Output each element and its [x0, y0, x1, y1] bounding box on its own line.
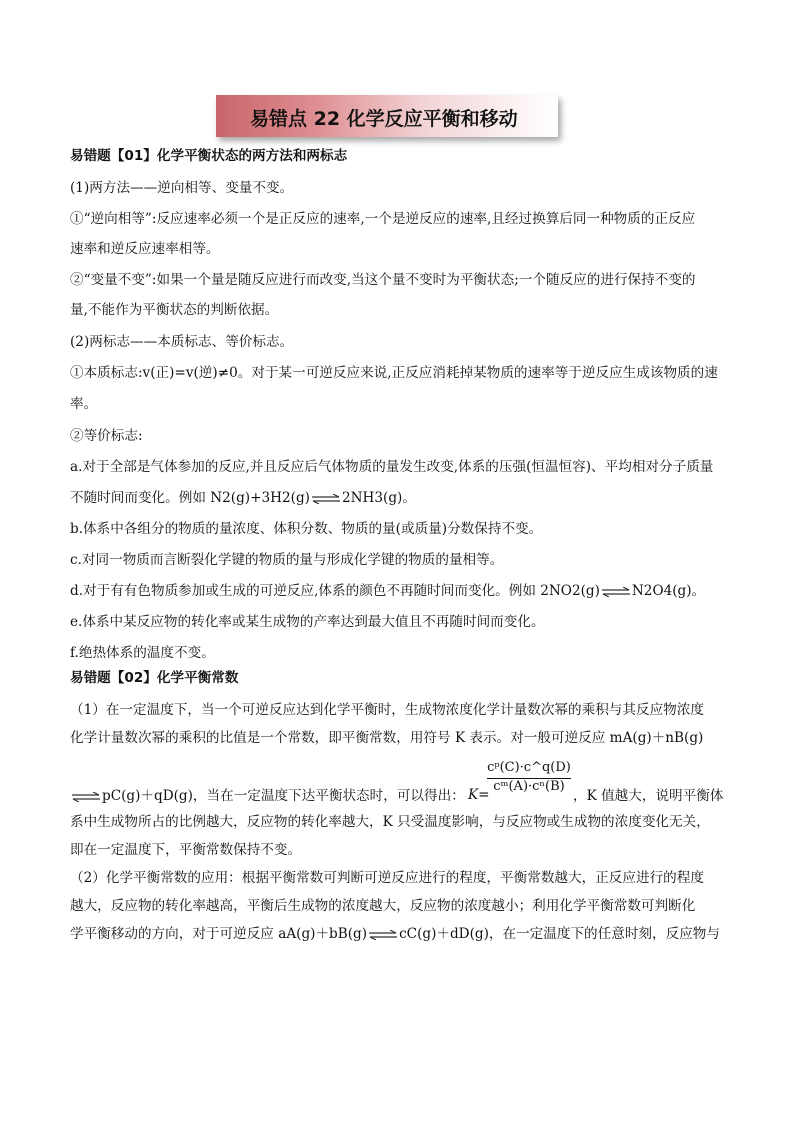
s2-l7: 越大，反应物的转化率越高，平衡后生成物的浓度越大，反应物的浓度越小；利用化学平衡常数可判断化	[70, 898, 696, 914]
equilibrium-arrow-icon	[601, 587, 631, 597]
s2-l3-pre: pC(g)＋qD(g)，当在一定温度下达平衡状态时，可以得出：	[102, 788, 465, 804]
k-equals: K=	[468, 787, 490, 803]
section2-heading: 易错题【02】化学平衡常数	[70, 670, 239, 686]
s1-p2b: 速率和逆反应速率相等。	[70, 241, 220, 257]
s2-l3-post: ，K 值越大，说明平衡体	[573, 788, 724, 804]
s2-l3	[70, 787, 465, 805]
equilibrium-arrow-icon	[71, 792, 101, 802]
s1-p5b: 率。	[70, 396, 98, 412]
s1-p5a: ①本质标志:v(正)=v(逆)≠0。对于某一可逆反应来说,正反应消耗掉某物质的速率等于逆反应生成该物质的速	[70, 365, 718, 381]
s1-p3b: 量,不能作为平衡状态的判断依据。	[70, 302, 279, 318]
s1-d-post: N2O4(g)。	[631, 583, 706, 599]
s2-l1: （1）在一定温度下，当一个可逆反应达到化学平衡时，生成物浓度化学计量数次幂的乘积与其反应物浓度	[70, 702, 704, 718]
s1-p1: (1)两方法——逆向相等、变量不变。	[70, 180, 294, 196]
s1-a2-pre: 不随时间而变化。例如 N2(g)+3H2(g)	[70, 490, 310, 506]
s1-c: c.对同一物质而言断裂化学键的物质的量与形成化学键的物质的量相等。	[70, 552, 504, 568]
s1-a2	[70, 489, 416, 507]
section1-heading: 易错题【01】化学平衡状态的两方法和两标志	[70, 148, 348, 164]
s1-f: f.绝热体系的温度不变。	[70, 645, 215, 661]
s1-b: b.体系中各组分的物质的量浓度、体积分数、物质的量(或质量)分数保持不变。	[70, 521, 543, 537]
s1-a1: a.对于全部是气体参加的反应,并且反应后气体物质的量发生改变,体系的压强(恒温恒容)、平均相对分子质量	[70, 459, 714, 475]
page-title: 易错点 22 化学反应平衡和移动	[250, 108, 518, 130]
s1-p3a: ②“变量不变”:如果一个量是随反应进行而改变,当这个量不变时为平衡状态;一个随反应的进行保持不变的	[70, 272, 696, 288]
s2-l2: 化学计量数次幂的乘积的比值是一个常数，即平衡常数，用符号 K 表示。对一般可逆反应 mA(g)＋nB(g)	[70, 730, 704, 746]
s1-p2a: ①“逆向相等”:反应速率必须一个是正反应的速率,一个是逆反应的速率,且经过换算后同一种物质的正反应	[70, 211, 696, 227]
s1-p6: ②等价标志:	[70, 428, 143, 444]
s2-l6: （2）化学平衡常数的应用：根据平衡常数可判断可逆反应进行的程度，平衡常数越大，正反应进行的程度	[70, 870, 704, 886]
s2-l4: 系中生成物所占的比例越大，反应物的转化率越大，K 只受温度影响，与反应物或生成物的浓度变化无关，	[70, 814, 710, 830]
s1-p4: (2)两标志——本质标志、等价标志。	[70, 334, 294, 350]
s1-d-pre: d.对于有有色物质参加或生成的可逆反应,体系的颜色不再随时间而变化。例如 2NO2(g)	[70, 583, 600, 599]
s2-l8	[70, 925, 720, 943]
s2-l8-pre: 学平衡移动的方向，对于可逆反应 aA(g)＋bB(g)	[70, 926, 368, 942]
s2-l5: 即在一定温度下，平衡常数保持不变。	[70, 842, 302, 858]
title-banner	[216, 95, 558, 137]
equilibrium-arrow-icon	[311, 494, 341, 504]
fraction-numerator: cᵖ(C)·c^q(D)	[487, 760, 571, 775]
s1-d	[70, 582, 705, 600]
s1-a2-post: 2NH3(g)。	[341, 490, 416, 506]
s2-l8-post: cC(g)＋dD(g)，在一定温度下的任意时刻，反应物与	[399, 926, 720, 942]
equilibrium-arrow-icon	[368, 930, 398, 940]
fraction-denominator: cᵐ(A)·cⁿ(B)	[493, 779, 565, 794]
equilibrium-constant-fraction	[487, 760, 571, 795]
s1-e: e.体系中某反应物的转化率或某生成物的产率达到最大值且不再随时间而变化。	[70, 614, 545, 630]
